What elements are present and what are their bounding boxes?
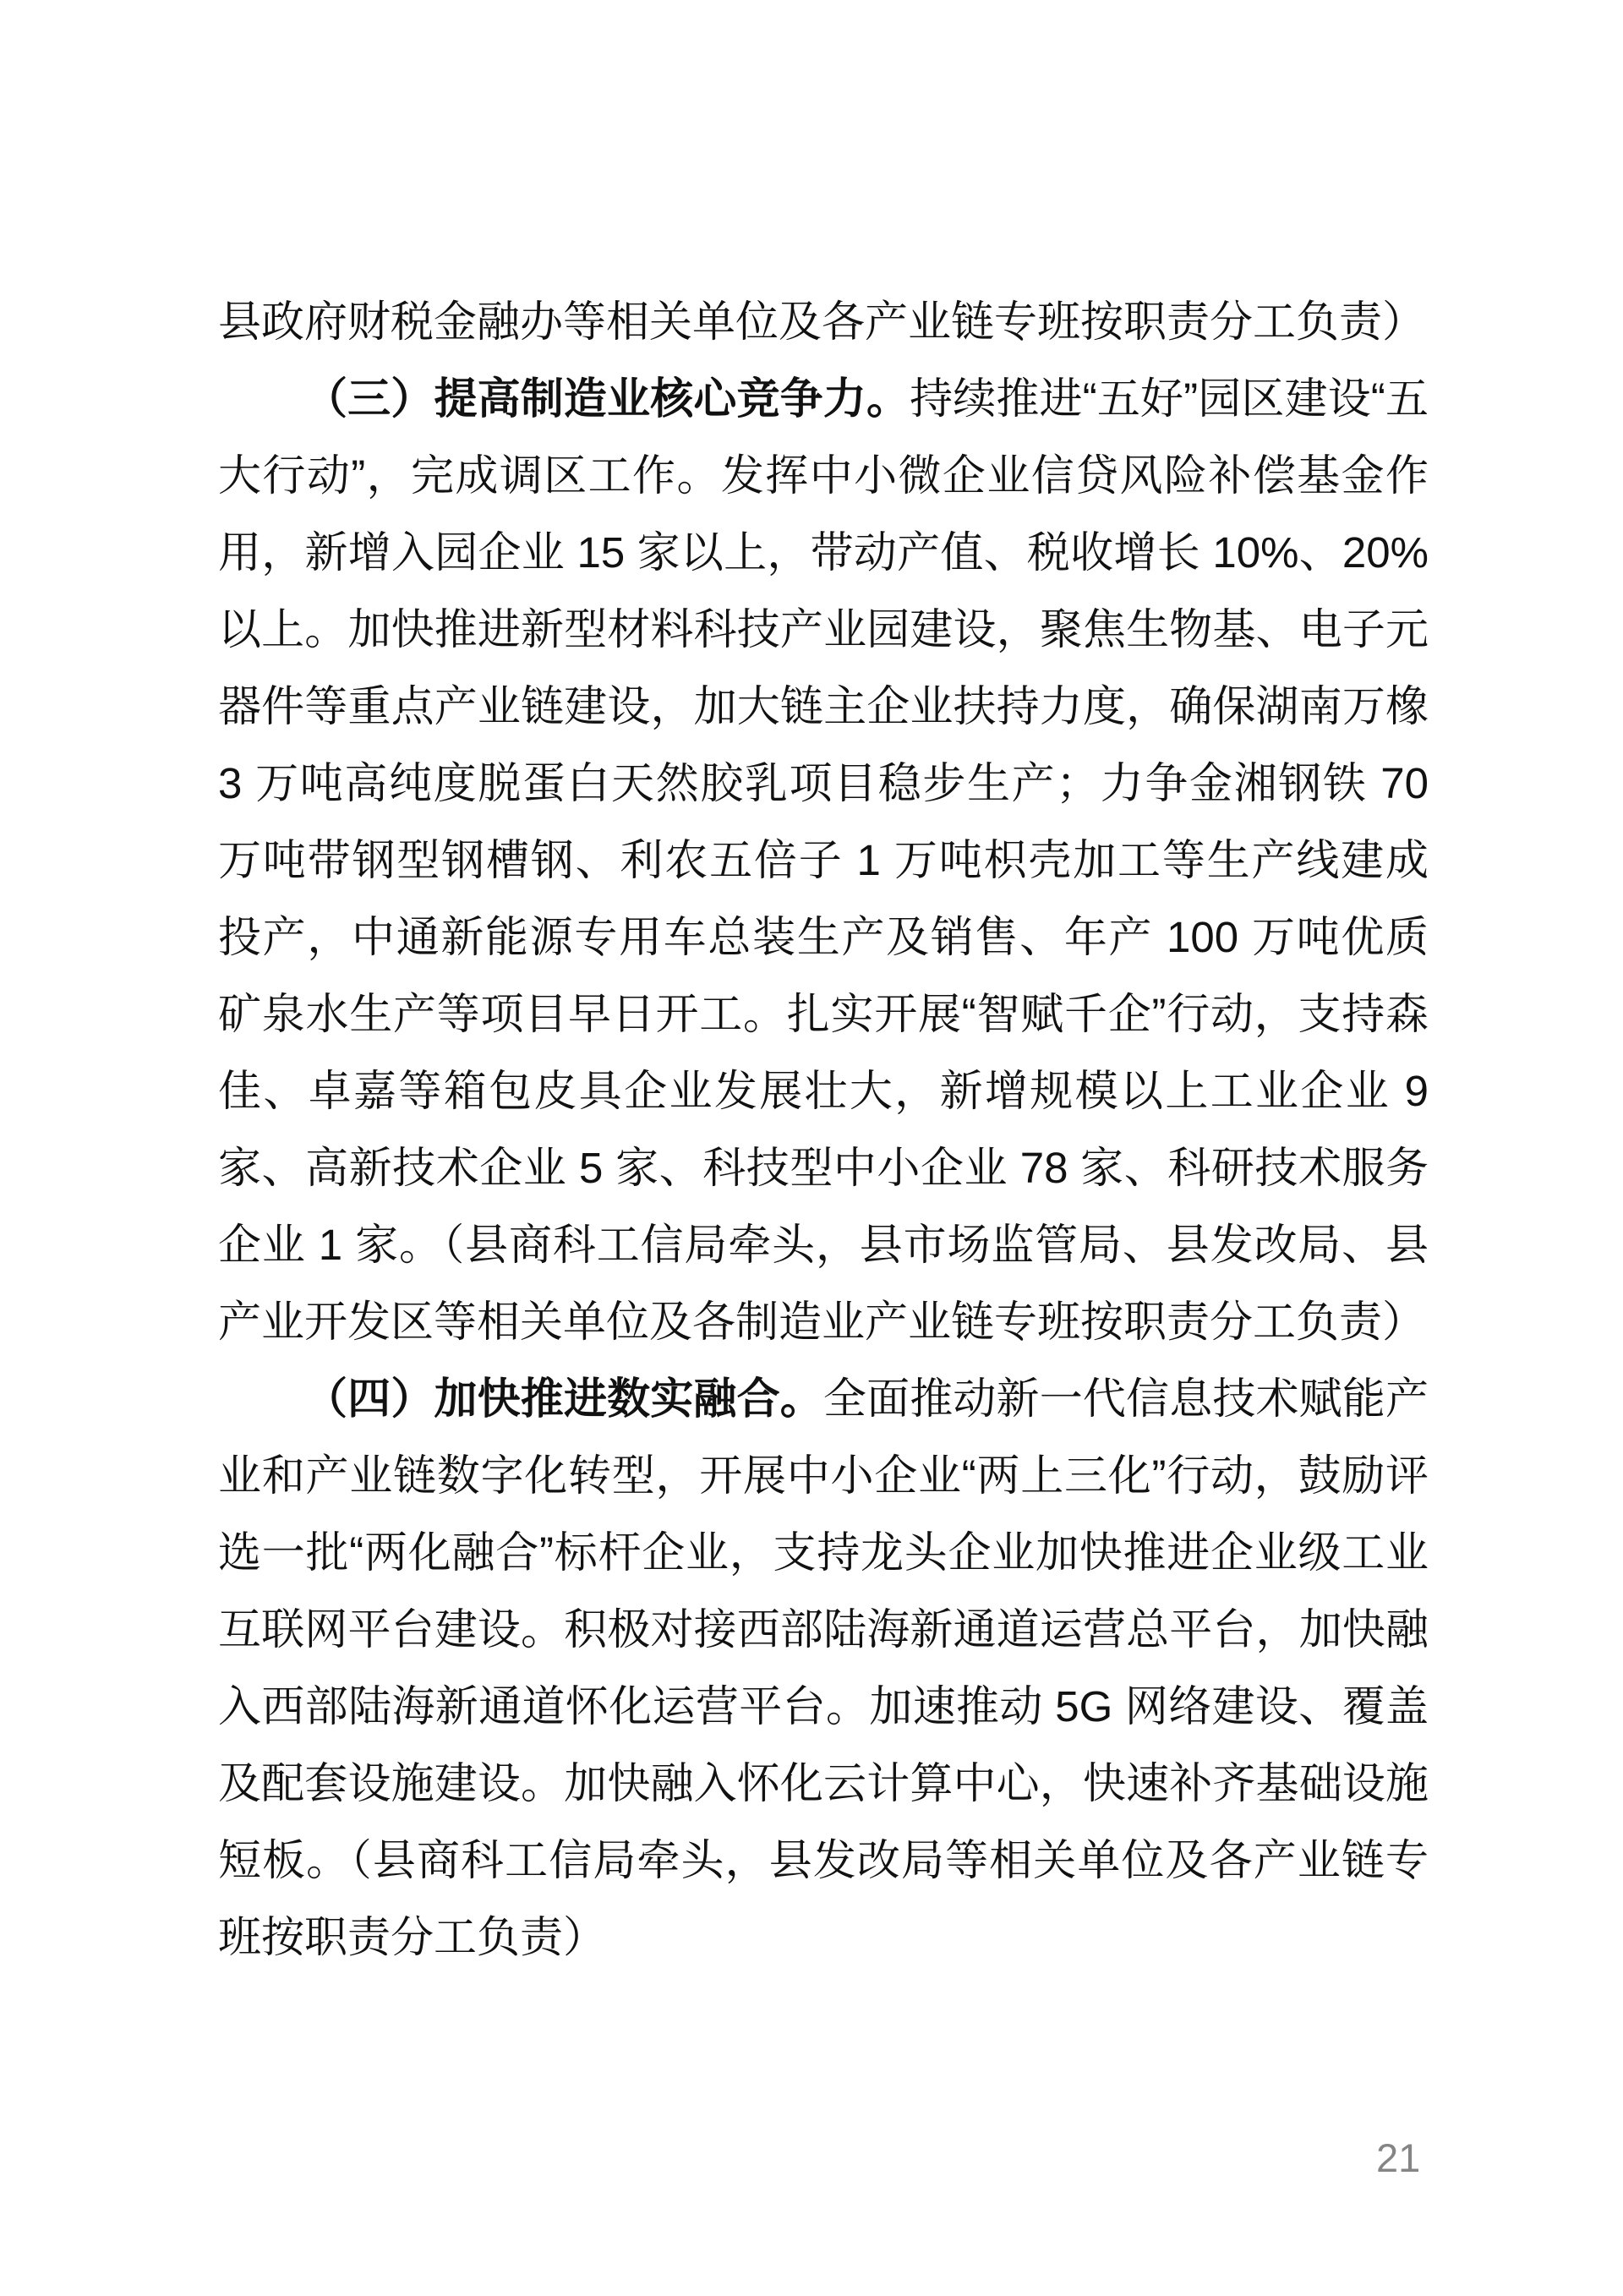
paragraph-heading: （四）加快推进数实融合。	[304, 1375, 823, 1423]
paragraph-continuation	[218, 283, 1429, 360]
page-number: 21	[1376, 2135, 1421, 2180]
paragraph-text: 持续推进“五好”园区建设“五大行动”，完成调区工作。发挥中小微企业信贷风险补偿基金作用，新增入园企业 15 家以上，带动产值、税收增长 10%、20%以上。加快推进新型材料科技产业园建设，聚焦生物基、电子元器件等重点产业链建设，加大链主企业扶持力度，确保湖南万橡 3 万吨高纯度脱蛋白天然胶乳项目稳步生产；力争金湘钢铁 70 万吨带钢型钢槽钢、利农五倍子 1 万吨枳壳加工等生产线建成投产，中通新能源专用车总装生产及销售、年产 100 万吨优质矿泉水生产等项目早日开工。扎实开展“智赋千企”行动，支持森佳、卓嘉等箱包皮具企业发展壮大，新增规模以上工业企业 9 家、高新技术企业 5 家、科技型中小企业 78 家、科研技术服务企业 1 家。（县商科工信局牵头，县市场监管局、县发改局、县产业开发区等相关单位及各制造业产业链专班按职责分工负责）	[218, 374, 1429, 1346]
paragraph-text: 全面推动新一代信息技术赋能产业和产业链数字化转型，开展中小企业“两上三化”行动，鼓励评选一批“两化融合”标杆企业，支持龙头企业加快推进企业级工业互联网平台建设。积极对接西部陆海新通道运营总平台，加快融入西部陆海新通道怀化运营平台。加速推动 5G 网络建设、覆盖及配套设施建设。加快融入怀化云计算中心，快速补齐基础设施短板。（县商科工信局牵头，县发改局等相关单位及各产业链专班按职责分工负责）	[218, 1375, 1429, 1961]
text-block	[218, 283, 1429, 1976]
paragraph-item-3	[218, 360, 1429, 1360]
paragraph-item-4	[218, 1360, 1429, 1976]
paragraph-text: 县政府财税金融办等相关单位及各产业链专班按职责分工负责）	[218, 298, 1426, 346]
paragraph-heading: （三）提高制造业核心竞争力。	[304, 374, 910, 423]
